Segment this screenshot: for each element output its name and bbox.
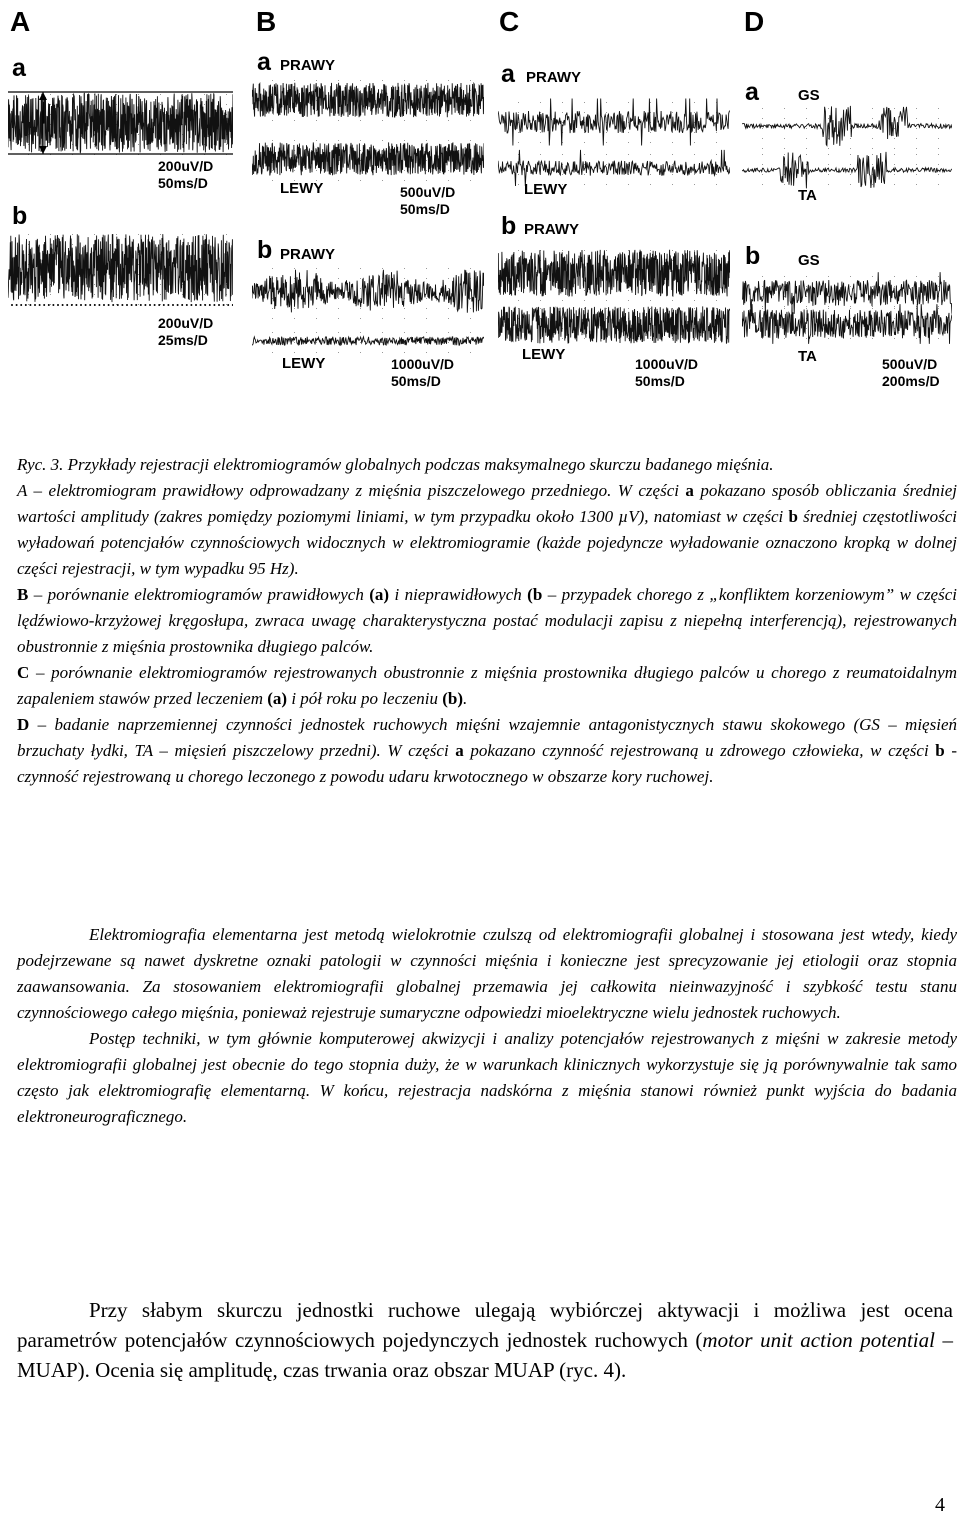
panel-label: B xyxy=(256,6,277,37)
sublabel-b: b xyxy=(257,236,273,264)
scale-bar-b xyxy=(158,315,213,349)
caption-part-d xyxy=(17,712,957,790)
scale-bar-a xyxy=(158,158,213,192)
figure-caption xyxy=(17,452,957,790)
trace-label-right: PRAWY xyxy=(526,69,582,86)
trace-label-right: PRAWY xyxy=(280,57,336,74)
scale-line: 25ms/D xyxy=(158,332,208,348)
scale-line: 200uV/D xyxy=(158,158,214,174)
caption-emphasis: (a) xyxy=(369,585,390,604)
amplitude-guides xyxy=(8,86,233,161)
panel-label: C xyxy=(499,6,520,37)
sublabel-a: a xyxy=(745,78,759,106)
paragraph xyxy=(17,1295,953,1385)
trace-label-right: PRAWY xyxy=(280,246,336,263)
caption-part-c xyxy=(17,660,957,712)
sublabel-b: b xyxy=(745,242,761,270)
emg-trace-left-b xyxy=(498,302,730,348)
caption-text: i nieprawidłowych xyxy=(389,585,528,604)
caption-text: średniej częstotliwości wyładowań potencjałów czynnościowych widocznych w elektromiogramie (każde pojedyncze wyładowanie oznaczono kropką w dolnej części rejestracji, w tym wypadku 95 Hz). xyxy=(17,507,957,578)
trace-label-ta: TA xyxy=(798,348,817,365)
scale-bar-b xyxy=(391,356,454,390)
paragraph-text: – MUAP). Ocenia się amplitudę, czas trwania oraz obszar MUAP (ryc. 4). xyxy=(17,1328,953,1382)
caption-emphasis: (b xyxy=(527,585,543,604)
body-text xyxy=(17,922,957,1130)
caption-letter: B xyxy=(17,585,29,604)
sublabel-a: a xyxy=(257,48,271,76)
trace-label-gs: GS xyxy=(798,87,820,104)
emg-trace-right-a xyxy=(252,74,484,126)
trace-label-gs: GS xyxy=(798,252,820,269)
scale-line: 1000uV/D xyxy=(635,356,699,372)
panel-a xyxy=(0,0,240,410)
sublabel-b: b xyxy=(12,202,28,230)
caption-part-a xyxy=(17,478,957,582)
scale-bar-a xyxy=(400,184,455,218)
scale-bar xyxy=(882,356,940,390)
emg-trace-right-b xyxy=(498,244,730,302)
scale-line: 50ms/D xyxy=(391,373,441,389)
caption-text: – badanie naprzemiennej czynności jednostek ruchowych mięśni wzajemnie antagonistycznych stawu skokowego (GS – mięsień brzuchaty łydki, TA – mięsień piszczelowy przedni). W części xyxy=(17,715,957,760)
scale-line: 50ms/D xyxy=(400,201,450,217)
emg-trace-left-a xyxy=(252,134,484,184)
trace-label-left: LEWY xyxy=(524,181,568,198)
caption-text: – porównanie elektromiogramów prawidłowych xyxy=(28,585,370,604)
scale-line: 500uV/D xyxy=(882,356,938,372)
caption-text: – elektromiogram prawidłowy odprowadzany z mięśnia piszczelowego przedniego. W części xyxy=(27,481,686,500)
trace-label-left: LEWY xyxy=(282,355,326,372)
scale-line: 200uV/D xyxy=(158,315,214,331)
caption-text: - czynność rejestrowaną u chorego leczonego z powodu udaru krwotocznego w obszarze kory ruchowej. xyxy=(17,741,957,786)
caption-emphasis: (a) xyxy=(267,689,288,708)
caption-letter: A xyxy=(17,481,28,500)
caption-letter: D xyxy=(17,715,30,734)
trace-label-right: PRAWY xyxy=(524,221,580,238)
caption-letter: C xyxy=(17,663,30,682)
caption-text: . xyxy=(463,689,468,708)
caption-emphasis: (b) xyxy=(442,689,464,708)
sublabel-a: a xyxy=(501,60,515,88)
sublabel-b: b xyxy=(501,212,517,240)
panel-b xyxy=(248,0,488,410)
paragraph: Postęp techniki, w tym głównie komputerowej akwizycji i analizy potencjałów rejestrowanych z mięśni w zakresie metody elektromiografii globalnej jest obecnie do tego stopnia duży, że w warunkach klinicznych wykorzystuje się ją porównywalnie tak samo często jak elektromiografię elementarną. W końcu, rejestracja nadskórna z mięśnia stanowi również punkt wyjścia do badania elektroneurograficznego. xyxy=(17,1029,957,1126)
emg-figure xyxy=(0,0,960,410)
panel-d xyxy=(738,0,960,410)
scale-bar xyxy=(635,356,698,390)
caption-text: pokazano sposób obliczania średniej wartości amplitudy (zakres pomiędzy poziomymi liniami, w tym przypadku około 1300 µV), natomiast w części xyxy=(17,481,957,526)
caption-text: pokazano czynność rejestrowaną u zdrowego człowieka, w części xyxy=(463,741,936,760)
trace-label-ta: TA xyxy=(798,187,817,204)
paragraph: Elektromiografia elementarna jest metodą wielokrotnie czulszą od elektromiografii globalnej i stosowana jest wtedy, kiedy podejrzewane są nawet dyskretne oznaki patologii w czynności mięśnia i konieczne jest sprecyzowanie jej etiologii oraz stopnia zaawansowania. Za stosowaniem elektromiografii globalnej przemawia jej całkowita nieinwazyjność i szybkość testu stanu czynnościowego całego mięśnia, ponieważ rejestruje sumaryczne odpowiedzi mioelektryczne wielu jednostek ruchowych. xyxy=(17,925,957,1022)
caption-part-b xyxy=(17,582,957,660)
emg-trace-right-b xyxy=(252,262,484,320)
caption-emphasis: b xyxy=(788,507,798,526)
scale-line: 200ms/D xyxy=(882,373,940,389)
scale-line: 1000uV/D xyxy=(391,356,455,372)
main-text xyxy=(17,1295,953,1385)
trace-label-left: LEWY xyxy=(522,346,566,363)
caption-title: Ryc. 3. Przykłady rejestracji elektromiogramów globalnych podczas maksymalnego skurczu badanego mięśnia. xyxy=(17,455,774,474)
paragraph-text: Przy słabym skurczu jednostki ruchowe ulegają wybiórczej aktywacji i możliwa jest ocena parametrów potencjałów czynnościowych pojedynczych jednostek ruchowych ( xyxy=(17,1298,953,1352)
emg-trace-b xyxy=(8,228,233,308)
caption-emphasis: b xyxy=(935,741,945,760)
caption-text: – porównanie elektromiogramów rejestrowanych obustronnie z mięśnia prostownika długiego palców u chorego z reumatoidalnym zapaleniem stawów przed leczeniem xyxy=(17,663,957,708)
page-number: 4 xyxy=(935,1494,945,1516)
emg-trace-left-b xyxy=(252,326,484,356)
emg-trace-right-a xyxy=(498,96,730,148)
caption-text: i pół roku po leczeniu xyxy=(287,689,443,708)
emg-trace-ta-b xyxy=(742,302,952,346)
emg-trace-ta-a xyxy=(742,148,952,192)
panel-c xyxy=(494,0,734,410)
caption-emphasis: a xyxy=(685,481,694,500)
scale-line: 500uV/D xyxy=(400,184,456,200)
panel-label: D xyxy=(744,6,765,37)
sublabel-a: a xyxy=(12,54,26,82)
italic-term: motor unit action potential xyxy=(702,1328,935,1352)
scale-line: 50ms/D xyxy=(635,373,685,389)
caption-emphasis: a xyxy=(455,741,464,760)
caption-text: – przypadek chorego z „konfliktem korzeniowym” w części lędźwiowo-krzyżowej kręgosłupa, zwraca uwagę charakterystyczna postać modulacji zapisu z niepełną interferencją), rejestrowanych obustronnie z mięśnia prostownika długiego palców. xyxy=(17,585,957,656)
panel-label: A xyxy=(10,6,31,37)
scale-line: 50ms/D xyxy=(158,175,208,191)
trace-label-left: LEWY xyxy=(280,180,324,197)
emg-trace-gs-a xyxy=(742,102,952,150)
